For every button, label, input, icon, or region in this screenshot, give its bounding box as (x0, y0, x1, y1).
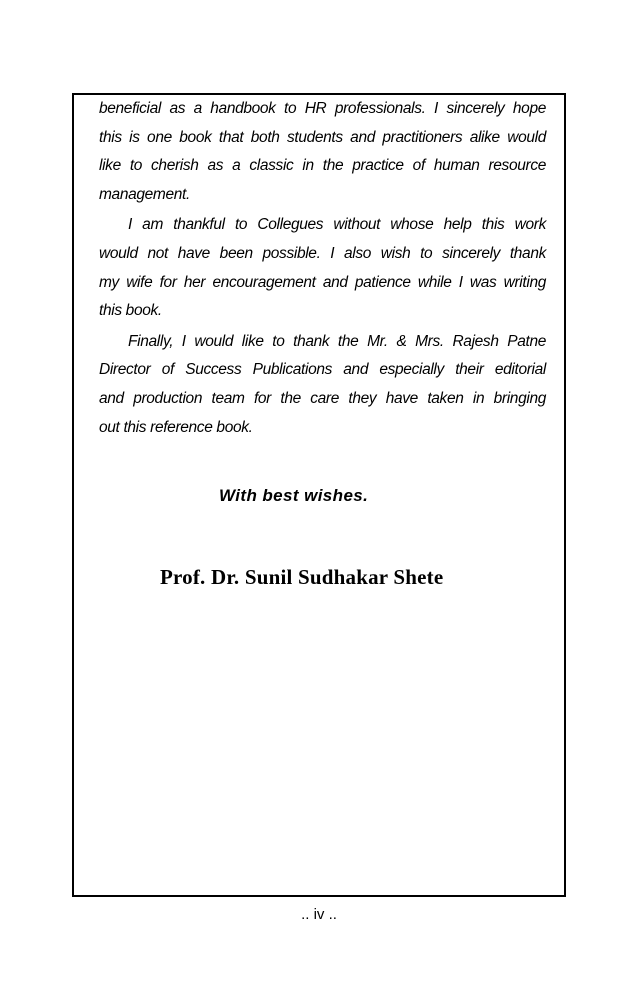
paragraph-3-line-2: Director of Success Publications and especially their editorial (99, 361, 546, 379)
author-signature: Prof. Dr. Sunil Sudhakar Shete (160, 565, 444, 589)
closing-wishes: With best wishes. (219, 486, 369, 505)
paragraph-1-line-2: this is one book that both students and practitioners alike would (99, 128, 546, 146)
paragraph-2-line-1: I am thankful to Collegues without whose help this work (128, 216, 546, 234)
paragraph-2-line-4: this book. (99, 302, 162, 320)
paragraph-3-line-3: and production team for the care they have taken in bringing (99, 389, 546, 407)
preface-body (99, 95, 546, 442)
paragraph-1-line-1: beneficial as a handbook to HR professionals. I sincerely hope (99, 100, 546, 117)
paragraph-1-line-4: management. (99, 185, 190, 203)
paragraph-1-line-3: like to cherish as a classic in the practice of human resource (99, 157, 546, 175)
paragraph-2-line-2: would not have been possible. I also wish to sincerely thank (99, 244, 546, 262)
paragraph-3-line-4: out this reference book. (99, 418, 253, 436)
paragraph-3-line-1: Finally, I would like to thank the Mr. & Mrs. Rajesh Patne (128, 332, 546, 350)
paragraph-2-line-3: my wife for her encouragement and patience while I was writing (99, 273, 546, 291)
page-number: .. iv .. (301, 906, 337, 923)
